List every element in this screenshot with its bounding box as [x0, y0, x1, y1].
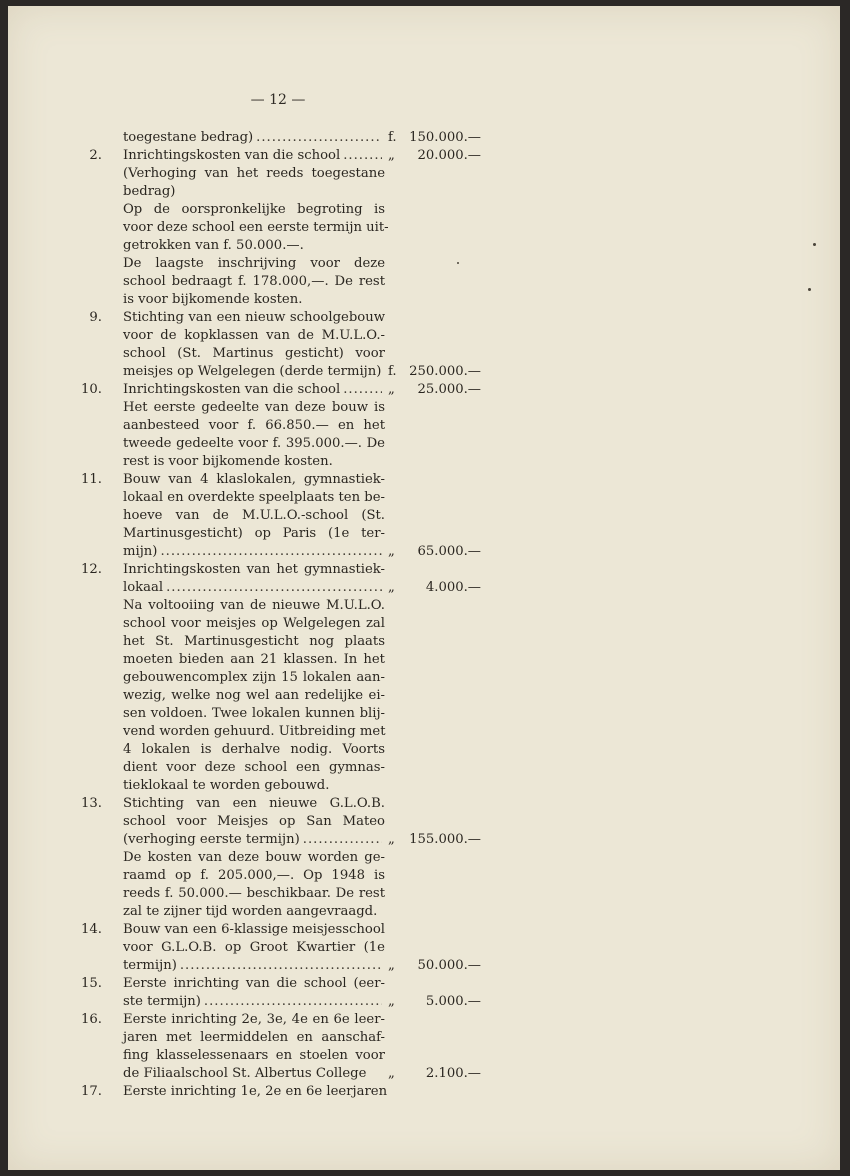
amount: 25.000.—: [417, 382, 481, 397]
currency-mark: „: [388, 994, 395, 1009]
amount: 20.000.—: [417, 148, 481, 163]
currency-mark: „: [388, 832, 395, 847]
item-description: tweede gedeelte voor f. 395.000.—. De: [123, 436, 385, 451]
dot-leader: [256, 129, 382, 147]
item-description-with-leader: [123, 147, 385, 165]
item-description: wezig, welke nog wel aan redelijke ei-: [123, 688, 385, 703]
budget-line: [68, 669, 488, 687]
budget-line: [68, 885, 488, 903]
dot-leader: [303, 831, 382, 849]
item-description: Inrichtingskosten van het gymnastiek-: [123, 562, 385, 577]
budget-line: [68, 1047, 488, 1065]
dot-leader: [204, 993, 382, 1011]
budget-line: [68, 831, 488, 849]
amount: 150.000.—: [409, 130, 481, 145]
item-description: Eerste inrichting 2e, 3e, 4e en 6e leer-: [123, 1012, 385, 1027]
currency-mark: „: [388, 580, 395, 595]
item-description: school bedraagt f. 178.000,—. De rest: [123, 274, 385, 289]
item-description: getrokken van f. 50.000.—.: [123, 238, 304, 253]
item-description: mijn): [123, 544, 158, 559]
budget-line: [68, 1029, 488, 1047]
budget-line: [68, 705, 488, 723]
item-description: lokaal en overdekte speelplaats ten be-: [123, 490, 385, 505]
budget-line: [68, 129, 488, 147]
amount: 4.000.—: [425, 580, 481, 595]
currency-mark: f.: [388, 130, 397, 145]
item-description: zal te zijner tijd worden aangevraagd.: [123, 904, 378, 919]
budget-line: [68, 633, 488, 651]
item-description: Na voltooiing van de nieuwe M.U.L.O.: [123, 598, 385, 613]
budget-line: [68, 219, 488, 237]
item-number: 10.: [81, 382, 102, 397]
budget-line: [68, 399, 488, 417]
item-description: moeten bieden aan 21 klassen. In het: [123, 652, 385, 667]
item-description: Bouw van 4 klaslokalen, gymnastiek-: [123, 472, 385, 487]
item-number: 2.: [89, 148, 102, 163]
budget-line: [68, 453, 488, 471]
budget-line: [68, 165, 488, 183]
item-description: de Filiaalschool St. Albertus College: [123, 1066, 367, 1081]
item-description: voor deze school een eerste termijn uit-: [123, 220, 389, 235]
item-description: termijn): [123, 958, 177, 973]
item-description: sen voldoen. Twee lokalen kunnen blij-: [123, 706, 385, 721]
item-description: tieklokaal te worden gebouwd.: [123, 778, 330, 793]
currency-mark: f.: [388, 364, 397, 379]
budget-line: [68, 489, 488, 507]
item-number: 16.: [81, 1012, 102, 1027]
budget-line: [68, 525, 488, 543]
budget-line: [68, 273, 488, 291]
item-number: 11.: [81, 472, 102, 487]
currency-mark: „: [388, 382, 395, 397]
dot-leader: [180, 957, 382, 975]
amount: 50.000.—: [417, 958, 481, 973]
item-description-with-leader: [123, 129, 385, 147]
item-number: 15.: [81, 976, 102, 991]
budget-line: [68, 561, 488, 579]
item-number: 17.: [81, 1084, 102, 1099]
item-number: 14.: [81, 922, 102, 937]
item-description: rest is voor bijkomende kosten.: [123, 454, 333, 469]
item-description: het St. Martinusgesticht nog plaats: [123, 634, 385, 649]
currency-mark: „: [388, 148, 395, 163]
item-description: school voor meisjes op Welgelegen zal: [123, 616, 385, 631]
budget-line: [68, 651, 488, 669]
amount: 65.000.—: [417, 544, 481, 559]
item-description: De kosten van deze bouw worden ge-: [123, 850, 385, 865]
item-description: is voor bijkomende kosten.: [123, 292, 303, 307]
item-description: gebouwencomplex zijn 15 lokalen aan-: [123, 670, 385, 685]
budget-list: [68, 129, 488, 1101]
paper-speck: [808, 288, 811, 291]
budget-line: [68, 435, 488, 453]
item-description: Bouw van een 6-klassige meisjesschool: [123, 922, 385, 937]
item-description: school voor Meisjes op San Mateo: [123, 814, 385, 829]
budget-line: [68, 903, 488, 921]
budget-line: [68, 759, 488, 777]
item-description: aanbesteed voor f. 66.850.— en het: [123, 418, 385, 433]
item-description: Martinusgesticht) op Paris (1e ter-: [123, 526, 385, 541]
item-description: hoeve van de M.U.L.O.-school (St.: [123, 508, 385, 523]
item-description: voor de kopklassen van de M.U.L.O.-: [123, 328, 385, 343]
document-page: [8, 6, 840, 1170]
item-description: Eerste inrichting 1e, 2e en 6e leerjaren: [123, 1084, 388, 1099]
budget-line: [68, 417, 488, 435]
budget-line: [68, 921, 488, 939]
currency-mark: „: [388, 1066, 395, 1081]
page-number: — 12 —: [250, 92, 306, 108]
budget-line: [68, 597, 488, 615]
dot-leader: [343, 147, 382, 165]
budget-line: [68, 201, 488, 219]
budget-line: [68, 867, 488, 885]
item-number: 13.: [81, 796, 102, 811]
budget-line: [68, 993, 488, 1011]
budget-line: [68, 381, 488, 399]
item-description: (verhoging eerste termijn): [123, 832, 300, 847]
budget-line: [68, 813, 488, 831]
budget-line: [68, 939, 488, 957]
budget-line: [68, 309, 488, 327]
budget-line: [68, 291, 488, 309]
budget-line: [68, 147, 488, 165]
item-number: 9.: [89, 310, 102, 325]
budget-line: [68, 543, 488, 561]
budget-line: [68, 255, 488, 273]
item-description-with-leader: [123, 831, 385, 849]
budget-line: [68, 579, 488, 597]
budget-line: [68, 723, 488, 741]
currency-mark: „: [388, 958, 395, 973]
paper-speck: [457, 262, 459, 264]
budget-line: [68, 687, 488, 705]
item-description: Stichting van een nieuwe G.L.O.B.: [123, 796, 385, 811]
amount: 2.100.—: [425, 1066, 481, 1081]
item-description: ste termijn): [123, 994, 201, 1009]
item-description: school (St. Martinus gesticht) voor: [123, 346, 385, 361]
item-description: jaren met leermiddelen en aanschaf-: [123, 1030, 385, 1045]
item-description: toegestane bedrag): [123, 130, 254, 145]
budget-line: [68, 849, 488, 867]
item-description: Op de oorspronkelijke begroting is: [123, 202, 385, 217]
item-description: bedrag): [123, 184, 176, 199]
item-description-with-leader: [123, 579, 385, 597]
budget-line: [68, 615, 488, 633]
item-description: De laagste inschrijving voor deze: [123, 256, 385, 271]
budget-line: [68, 1083, 488, 1101]
item-description: 4 lokalen is derhalve nodig. Voorts: [123, 742, 385, 757]
item-number: 12.: [81, 562, 102, 577]
item-description: dient voor deze school een gymnas-: [123, 760, 385, 775]
item-description: fing klasselessenaars en stoelen voor: [123, 1048, 385, 1063]
amount: 250.000.—: [409, 364, 481, 379]
budget-line: [68, 795, 488, 813]
item-description: (Verhoging van het reeds toegestane: [123, 166, 385, 181]
budget-line: [68, 237, 488, 255]
item-description: vend worden gehuurd. Uitbreiding met: [123, 724, 386, 739]
item-description: reeds f. 50.000.— beschikbaar. De rest: [123, 886, 385, 901]
amount: 5.000.—: [425, 994, 481, 1009]
item-description-with-leader: [123, 381, 385, 399]
item-description: raamd op f. 205.000,—. Op 1948 is: [123, 868, 385, 883]
paper-speck: [813, 243, 816, 246]
item-description: Het eerste gedeelte van deze bouw is: [123, 400, 385, 415]
item-description: Eerste inrichting van die school (eer-: [123, 976, 385, 991]
item-description: Inrichtingskosten van die school: [123, 382, 341, 397]
budget-line: [68, 1065, 488, 1083]
item-description: lokaal: [123, 580, 164, 595]
amount: 155.000.—: [409, 832, 481, 847]
currency-mark: „: [388, 544, 395, 559]
budget-line: [68, 345, 488, 363]
item-description: meisjes op Welgelegen (derde termijn): [123, 364, 382, 379]
item-description-with-leader: [123, 993, 385, 1011]
budget-line: [68, 975, 488, 993]
budget-line: [68, 1011, 488, 1029]
item-description-with-leader: [123, 543, 385, 561]
budget-line: [68, 777, 488, 795]
item-description: Stichting van een nieuw schoolgebouw: [123, 310, 385, 325]
budget-line: [68, 183, 488, 201]
budget-line: [68, 471, 488, 489]
budget-line: [68, 327, 488, 345]
dot-leader: [166, 579, 382, 597]
dot-leader: [343, 381, 382, 399]
item-description-with-leader: [123, 957, 385, 975]
budget-line: [68, 741, 488, 759]
budget-line: [68, 957, 488, 975]
item-description: Inrichtingskosten van die school: [123, 148, 341, 163]
budget-line: [68, 363, 488, 381]
dot-leader: [160, 543, 382, 561]
item-description: voor G.L.O.B. op Groot Kwartier (1e: [123, 940, 385, 955]
budget-line: [68, 507, 488, 525]
